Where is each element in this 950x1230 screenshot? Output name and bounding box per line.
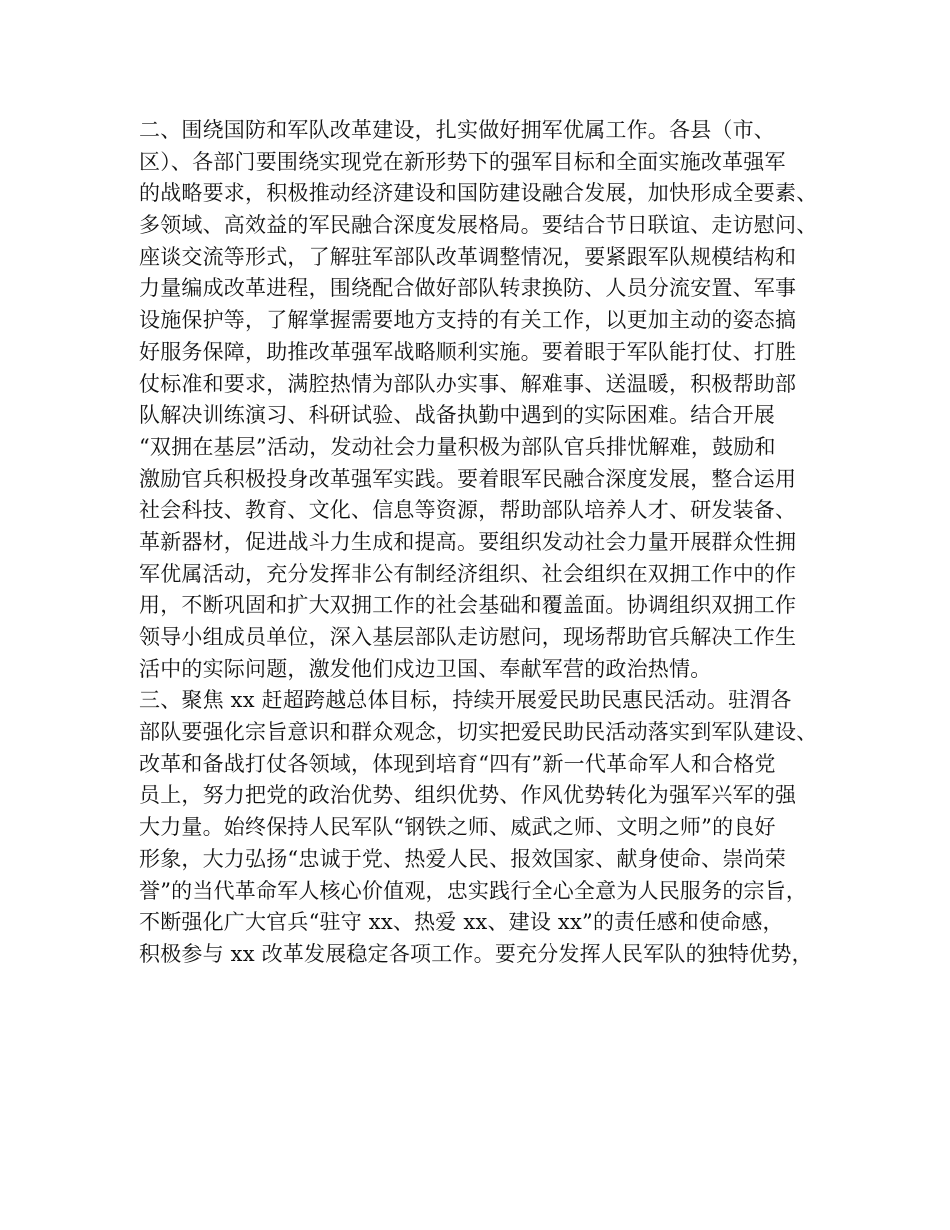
- text-line: 员上，努力把党的政治优势、组织优势、作风优势转化为强军兴军的强: [139, 783, 797, 808]
- text-line: 的战略要求，积极推动经济建设和国防建设融合发展，加快形成全要素、: [139, 181, 818, 206]
- text-line: 部队要强化宗旨意识和群众观念，切实把爱民助民活动落实到军队建设、: [139, 720, 818, 745]
- text-line: 三、聚焦 xx 赶超跨越总体目标，持续开展爱民助民惠民活动。驻渭各: [139, 688, 792, 713]
- text-line: 誉”的当代革命军人核心价值观，忠实践行全心全意为人民服务的宗旨，: [139, 878, 808, 903]
- text-line: 用，不断巩固和扩大双拥工作的社会基础和覆盖面。协调组织双拥工作: [139, 593, 797, 618]
- text-line: 力量编成改革进程，围绕配合做好部队转隶换防、人员分流安置、军事: [139, 276, 797, 301]
- text-line: 仗标准和要求，满腔热情为部队办实事、解难事、送温暖，积极帮助部: [139, 371, 797, 396]
- text-line: 社会科技、教育、文化、信息等资源，帮助部队培养人才、研发装备、: [139, 498, 797, 523]
- text-line: 革新器材，促进战斗力生成和提高。要组织发动社会力量开展群众性拥: [139, 529, 797, 554]
- text-line: 活中的实际问题，激发他们戍边卫国、奉献军营的政治热情。: [139, 656, 712, 681]
- text-line: 领导小组成员单位，深入基层部队走访慰问，现场帮助官兵解决工作生: [139, 625, 797, 649]
- body-text: [139, 115, 829, 971]
- text-line: 激励官兵积极投身改革强军实践。要着眼军民融合深度发展，整合运用: [139, 466, 797, 491]
- text-line: 多领域、高效益的军民融合深度发展格局。要结合节日联谊、走访慰问、: [139, 213, 818, 238]
- text-line: 形象，大力弘扬“忠诚于党、热爱人民、报效国家、献身使命、崇尚荣: [139, 846, 786, 871]
- text-line: 区）、各部门要围绕实现党在新形势下的强军目标和全面实施改革强军: [139, 149, 786, 174]
- text-line: “双拥在基层”活动，发动社会力量积极为部队官兵排忧解难，鼓励和: [139, 434, 776, 459]
- text-line: 座谈交流等形式，了解驻军部队改革调整情况，要紧跟军队规模结构和: [139, 244, 797, 269]
- text-line: 大力量。始终保持人民军队“钢铁之师、威武之师、文明之师”的良好: [139, 815, 776, 840]
- text-line: 不断强化广大官兵“驻守 xx、热爱 xx、建设 xx”的责任感和使命感，: [139, 910, 784, 935]
- text-line: 好服务保障，助推改革强军战略顺利实施。要着眼于军队能打仗、打胜: [139, 339, 797, 364]
- text-line: 二、围绕国防和军队改革建设，扎实做好拥军优属工作。各县（市、: [139, 118, 775, 142]
- text-line: 军优属活动，充分发挥非公有制经济组织、社会组织在双拥工作中的作: [139, 561, 797, 586]
- text-line: 设施保护等，了解掌握需要地方支持的有关工作，以更加主动的姿态搞: [139, 308, 797, 333]
- text-line: 积极参与 xx 改革发展稳定各项工作。要充分发挥人民军队的独特优势，: [139, 941, 813, 966]
- text-line: 队解决训练演习、科研试验、战备执勤中遇到的实际困难。结合开展: [139, 403, 775, 428]
- text-line: 改革和备战打仗各领域，体现到培育“四有”新一代革命军人和合格党: [139, 751, 776, 776]
